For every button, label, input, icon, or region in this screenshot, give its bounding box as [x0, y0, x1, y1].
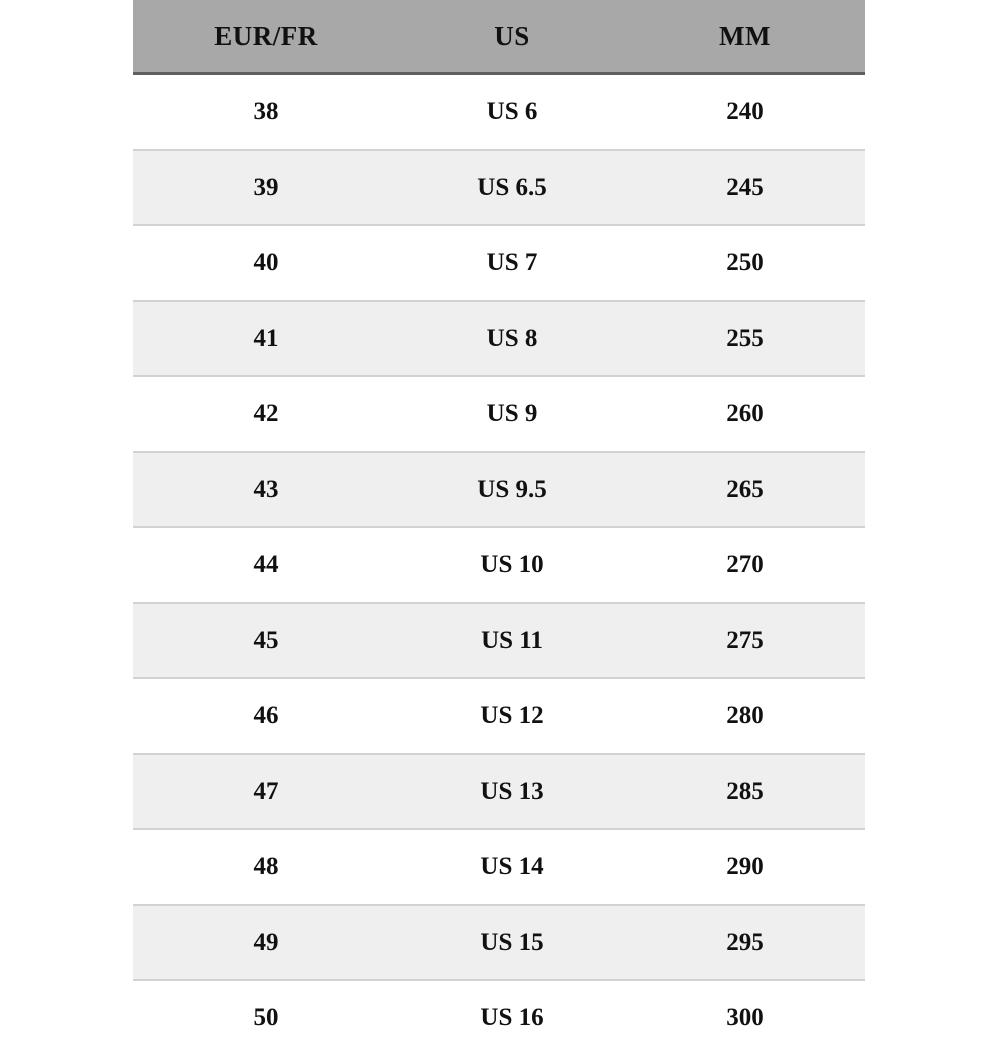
- cell-us: US 10: [399, 527, 625, 603]
- table-row: [133, 376, 865, 452]
- cell-eur-fr: 50: [133, 980, 399, 1055]
- cell-us: US 13: [399, 754, 625, 830]
- column-header-us: US: [399, 0, 625, 74]
- table-row: [133, 301, 865, 377]
- table-row: [133, 905, 865, 981]
- cell-mm: 295: [625, 905, 865, 981]
- cell-eur-fr: 40: [133, 225, 399, 301]
- cell-us: US 6: [399, 74, 625, 150]
- cell-mm: 245: [625, 150, 865, 226]
- cell-mm: 260: [625, 376, 865, 452]
- cell-mm: 265: [625, 452, 865, 528]
- table-body: [133, 74, 865, 1055]
- cell-eur-fr: 42: [133, 376, 399, 452]
- cell-mm: 275: [625, 603, 865, 679]
- shoe-size-conversion-table: [133, 0, 865, 1055]
- cell-mm: 250: [625, 225, 865, 301]
- column-header-eur-fr: EUR/FR: [133, 0, 399, 74]
- table-row: [133, 980, 865, 1055]
- table-header: [133, 0, 865, 74]
- cell-mm: 255: [625, 301, 865, 377]
- cell-eur-fr: 38: [133, 74, 399, 150]
- cell-us: US 6.5: [399, 150, 625, 226]
- table-row: [133, 754, 865, 830]
- cell-eur-fr: 41: [133, 301, 399, 377]
- cell-us: US 15: [399, 905, 625, 981]
- cell-us: US 9.5: [399, 452, 625, 528]
- table-row: [133, 527, 865, 603]
- table-row: [133, 603, 865, 679]
- cell-eur-fr: 39: [133, 150, 399, 226]
- column-header-mm: MM: [625, 0, 865, 74]
- table-header-row: [133, 0, 865, 74]
- cell-us: US 9: [399, 376, 625, 452]
- cell-mm: 270: [625, 527, 865, 603]
- cell-eur-fr: 44: [133, 527, 399, 603]
- cell-us: US 11: [399, 603, 625, 679]
- table-row: [133, 225, 865, 301]
- table-row: [133, 829, 865, 905]
- cell-us: US 12: [399, 678, 625, 754]
- cell-us: US 16: [399, 980, 625, 1055]
- cell-eur-fr: 48: [133, 829, 399, 905]
- cell-us: US 7: [399, 225, 625, 301]
- table-row: [133, 74, 865, 150]
- table-row: [133, 678, 865, 754]
- cell-eur-fr: 47: [133, 754, 399, 830]
- cell-mm: 300: [625, 980, 865, 1055]
- cell-mm: 280: [625, 678, 865, 754]
- cell-eur-fr: 43: [133, 452, 399, 528]
- cell-mm: 240: [625, 74, 865, 150]
- cell-eur-fr: 49: [133, 905, 399, 981]
- cell-mm: 290: [625, 829, 865, 905]
- cell-mm: 285: [625, 754, 865, 830]
- cell-us: US 8: [399, 301, 625, 377]
- cell-eur-fr: 45: [133, 603, 399, 679]
- table-row: [133, 150, 865, 226]
- cell-us: US 14: [399, 829, 625, 905]
- cell-eur-fr: 46: [133, 678, 399, 754]
- table-row: [133, 452, 865, 528]
